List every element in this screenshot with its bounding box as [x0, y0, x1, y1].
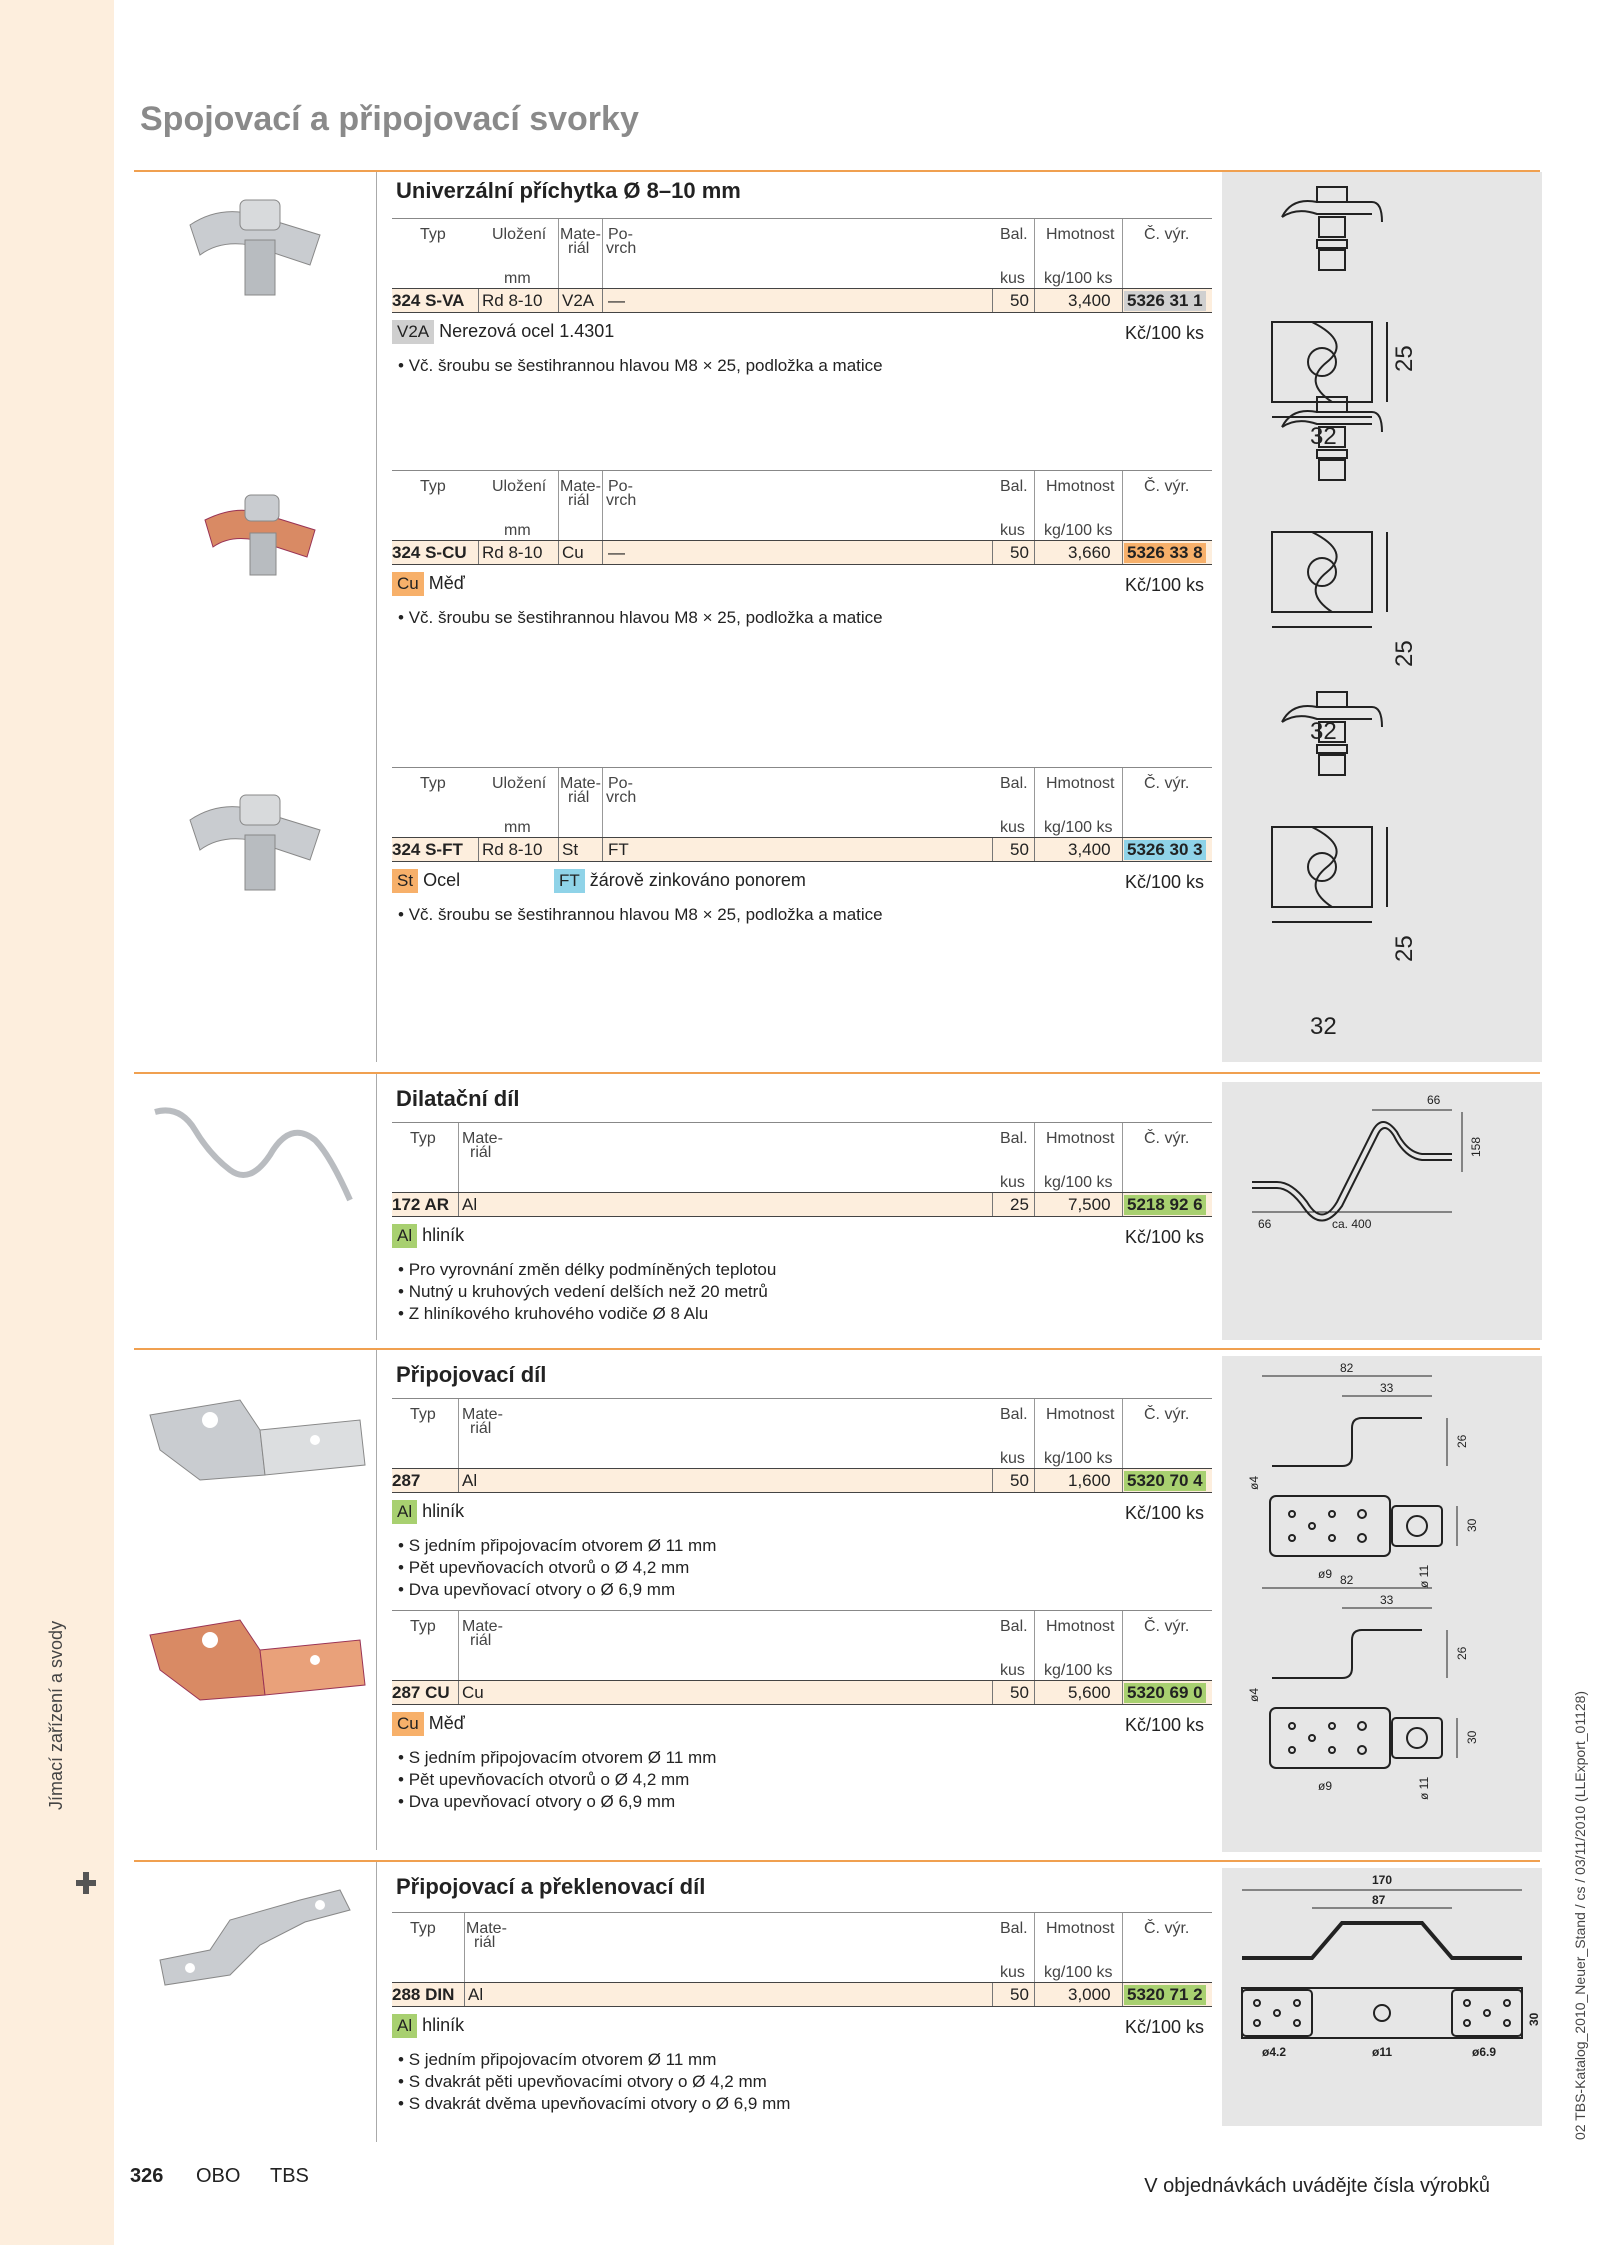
col-typ: Typ [410, 1920, 436, 1937]
cell-material: Cu [562, 543, 584, 562]
catalog-export-label: 02 TBS-Katalog_2010_Neuer_Stand / cs / 03/11/2010 (LLExport_01128) [1572, 1690, 1588, 2140]
dim-e: ø11 [1372, 2045, 1393, 2059]
cell-typ: 288 DIN [392, 1985, 455, 2004]
col-povrch: Po- [608, 226, 633, 243]
feature-list [392, 1259, 1212, 1325]
table-row [392, 288, 1212, 313]
feature-item: • Pět upevňovacích otvorů o Ø 4,2 mm [398, 1769, 1212, 1791]
material-name: hliník [422, 2015, 465, 2035]
clamp-drawings-panel [1222, 172, 1542, 1062]
cell-hmotnost: 3,400 [1068, 840, 1111, 859]
material-code-tag: V2A [392, 320, 434, 344]
col-ulozeni: Uložení [492, 775, 547, 792]
dim-b: 33 [1380, 1593, 1394, 1607]
dim-c: 26 [1455, 1434, 1469, 1448]
table-row [392, 1468, 1212, 1493]
unit-mm: mm [504, 522, 531, 539]
cell-cislo: 5326 31 1 [1124, 291, 1206, 311]
col-material: Mate- [560, 226, 601, 243]
cell-typ: 324 S-VA [392, 291, 465, 310]
table-row [392, 540, 1212, 565]
section-title-universal-clamp: Univerzální příchytka Ø 8–10 mm [396, 178, 741, 203]
cell-hmotnost: 3,400 [1068, 291, 1111, 310]
col-material: Mate- [462, 1130, 503, 1147]
price-unit: Kč/100 ks [1124, 872, 1204, 892]
material-code-tag: St [392, 869, 418, 893]
dim-height-label: 25 [1391, 640, 1418, 667]
material-legend [392, 1221, 1212, 1253]
footer-brand-tbs: TBS [270, 2165, 309, 2187]
price-unit: Kč/100 ks [1124, 1227, 1204, 1247]
bridging-drawing-panel [1222, 1868, 1542, 2126]
cell-material: Al [468, 1985, 484, 2004]
product-block-287 [392, 1398, 1212, 1601]
material-code-tag: Cu [392, 1712, 424, 1736]
bridging-piece-photo [150, 1880, 370, 2000]
col-cislo: Č. výr. [1144, 1406, 1190, 1423]
col-cislo: Č. výr. [1144, 1618, 1190, 1635]
price-unit: Kč/100 ks [1124, 1503, 1204, 1523]
cell-bal: 50 [1010, 543, 1029, 562]
material-legend [392, 569, 1212, 601]
material-name: hliník [422, 1501, 465, 1521]
col-typ: Typ [410, 1618, 436, 1635]
table-row [392, 1982, 1212, 2007]
cell-ulozeni: Rd 8-10 [482, 291, 543, 310]
feature-list [392, 2049, 1212, 2115]
page-number: 326 [130, 2165, 164, 2187]
connection-technical-drawing [1222, 1356, 1542, 1852]
col-material-2: riál [470, 1632, 492, 1649]
col-material-2: riál [470, 1420, 492, 1437]
cell-material: V2A [562, 291, 595, 310]
chapter-marker-icon [76, 1872, 96, 1894]
dim-b: 87 [1372, 1893, 1386, 1907]
cell-material: St [562, 840, 579, 859]
cell-hmotnost: 3,660 [1068, 543, 1111, 562]
price-unit: Kč/100 ks [1124, 323, 1204, 343]
price-unit: Kč/100 ks [1124, 575, 1204, 595]
cell-cislo: 5320 71 2 [1124, 1985, 1206, 2005]
unit-kus: kus [1000, 270, 1025, 287]
material-legend [392, 1709, 1212, 1741]
price-unit: Kč/100 ks [1124, 2017, 1204, 2037]
col-material: Mate- [462, 1406, 503, 1423]
dim-d: ca. 400 [1332, 1217, 1372, 1231]
table-row [392, 1680, 1212, 1705]
table-header [392, 1912, 1212, 1982]
col-hmotnost: Hmotnost [1046, 1130, 1115, 1147]
table-header [392, 1122, 1212, 1192]
unit-mm: mm [504, 819, 531, 836]
cell-cislo: 5326 33 8 [1124, 543, 1206, 563]
col-cislo: Č. výr. [1144, 1130, 1190, 1147]
material-legend [392, 866, 1212, 898]
cell-typ: 324 S-CU [392, 543, 467, 562]
cell-bal: 50 [1010, 1985, 1029, 2004]
col-hmotnost: Hmotnost [1046, 226, 1115, 243]
dim-b: 33 [1380, 1381, 1394, 1395]
dim-e: ø 11 [1417, 1564, 1431, 1588]
section-title-connection-piece: Připojovací díl [396, 1362, 547, 1387]
col-cislo: Č. výr. [1144, 775, 1190, 792]
footer-order-note: V objednávkách uvádějte čísla výrobků [1144, 2175, 1490, 2197]
expansion-technical-drawing [1222, 1082, 1542, 1340]
col-cislo: Č. výr. [1144, 478, 1190, 495]
dim-width-label: 32 [1310, 423, 1337, 450]
table-header [392, 767, 1212, 837]
unit-kg: kg/100 ks [1044, 270, 1113, 287]
col-typ: Typ [410, 1130, 436, 1147]
col-bal: Bal. [1000, 1406, 1028, 1423]
col-material-2: riál [474, 1934, 496, 1951]
cell-cislo: 5320 70 4 [1124, 1471, 1206, 1491]
page-title: Spojovací a připojovací svorky [140, 100, 639, 138]
unit-kg: kg/100 ks [1044, 1662, 1113, 1679]
col-cislo: Č. výr. [1144, 1920, 1190, 1937]
cell-typ: 172 AR [392, 1195, 450, 1214]
cell-povrch: — [608, 291, 625, 310]
connection-drawing-panel [1222, 1356, 1542, 1852]
feature-item: • S jedním připojovacím otvorem Ø 11 mm [398, 1535, 1212, 1557]
clamp-copper-photo [195, 485, 325, 585]
col-bal: Bal. [1000, 775, 1028, 792]
feature-item: • S jedním připojovacím otvorem Ø 11 mm [398, 2049, 1212, 2071]
dim-g: ø4 [1247, 1687, 1261, 1702]
column-divider [376, 172, 377, 1062]
material-legend [392, 317, 1212, 349]
col-bal: Bal. [1000, 1130, 1028, 1147]
dim-c: 26 [1455, 1646, 1469, 1660]
material-legend [392, 2011, 1212, 2043]
unit-kus: kus [1000, 819, 1025, 836]
material-code-tag: Cu [392, 572, 424, 596]
expansion-drawing-panel [1222, 1082, 1542, 1340]
col-material: Mate- [560, 478, 601, 495]
col-material-2: riál [568, 240, 590, 257]
dim-width-label: 32 [1310, 1013, 1337, 1040]
cell-bal: 25 [1010, 1195, 1029, 1214]
unit-kus: kus [1000, 1450, 1025, 1467]
col-bal: Bal. [1000, 1618, 1028, 1635]
col-ulozeni: Uložení [492, 478, 547, 495]
col-typ: Typ [420, 775, 446, 792]
product-block-288-din [392, 1912, 1212, 2115]
unit-kus: kus [1000, 1174, 1025, 1191]
feature-item: • Dva upevňovací otvory o Ø 6,9 mm [398, 1791, 1212, 1813]
clamp-technical-drawing [1222, 172, 1542, 1062]
unit-kus: kus [1000, 1964, 1025, 1981]
dim-d: ø4.2 [1262, 2045, 1287, 2059]
left-margin-strip [0, 0, 114, 2245]
dim-f: ø6.9 [1472, 2045, 1497, 2059]
material-code-tag: Al [392, 1224, 417, 1248]
feature-item: • S jedním připojovacím otvorem Ø 11 mm [398, 1747, 1212, 1769]
feature-item: • Z hliníkového kruhového vodiče Ø 8 Alu [398, 1303, 1212, 1325]
cell-cislo: 5218 92 6 [1124, 1195, 1206, 1215]
dim-width-label: 32 [1310, 718, 1337, 745]
table-header [392, 1610, 1212, 1680]
col-bal: Bal. [1000, 478, 1028, 495]
product-block-324-s-ft [392, 767, 1212, 926]
connection-piece-cu-photo [140, 1600, 380, 1710]
bridging-technical-drawing [1222, 1868, 1542, 2126]
table-header [392, 470, 1212, 540]
cell-material: Al [462, 1195, 478, 1214]
feature-list [392, 904, 1212, 926]
col-material-2: riál [568, 789, 590, 806]
dim-d: 30 [1465, 1730, 1479, 1744]
table-row [392, 837, 1212, 862]
unit-kg: kg/100 ks [1044, 522, 1113, 539]
cell-povrch: — [608, 543, 625, 562]
col-material-2: riál [568, 492, 590, 509]
cell-hmotnost: 5,600 [1068, 1683, 1111, 1702]
unit-kg: kg/100 ks [1044, 1174, 1113, 1191]
cell-bal: 50 [1010, 1471, 1029, 1490]
material-name: hliník [422, 1225, 465, 1245]
cell-bal: 50 [1010, 1683, 1029, 1702]
dim-g: ø4 [1247, 1475, 1261, 1490]
feature-item: • S dvakrát dvěma upevňovacími otvory o Ø 6,9 mm [398, 2093, 1212, 2115]
col-typ: Typ [420, 226, 446, 243]
side-chapter-label: Jímací zařízení a svody [46, 1620, 66, 1810]
table-row [392, 1192, 1212, 1217]
product-block-324-s-cu [392, 470, 1212, 629]
surface-code-tag: FT [554, 869, 585, 893]
col-hmotnost: Hmotnost [1046, 1618, 1115, 1635]
col-povrch: Po- [608, 775, 633, 792]
col-material: Mate- [560, 775, 601, 792]
material-name: Měď [428, 1713, 465, 1733]
col-povrch-2: vrch [606, 240, 637, 257]
clamp-stainless-photo [180, 185, 330, 305]
feature-list [392, 607, 1212, 629]
dim-f: ø9 [1318, 1779, 1333, 1793]
feature-item: • Dva upevňovací otvory o Ø 6,9 mm [398, 1579, 1212, 1601]
connection-piece-al-photo [140, 1380, 380, 1490]
feature-list [392, 355, 1212, 377]
material-code-tag: Al [392, 1500, 417, 1524]
product-block-287-cu [392, 1610, 1212, 1813]
feature-list [392, 1747, 1212, 1813]
dim-height-label: 25 [1391, 935, 1418, 962]
table-header [392, 218, 1212, 288]
unit-kus: kus [1000, 1662, 1025, 1679]
cell-povrch: FT [608, 840, 629, 859]
unit-kus: kus [1000, 522, 1025, 539]
expansion-piece-photo [150, 1100, 360, 1210]
price-unit: Kč/100 ks [1124, 1715, 1204, 1735]
feature-item: • Nutný u kruhových vedení delších než 20 metrů [398, 1281, 1212, 1303]
cell-cislo: 5320 69 0 [1124, 1683, 1206, 1703]
cell-ulozeni: Rd 8-10 [482, 543, 543, 562]
column-divider [376, 1862, 377, 2142]
cell-material: Al [462, 1471, 478, 1490]
col-typ: Typ [420, 478, 446, 495]
cell-bal: 50 [1010, 840, 1029, 859]
col-hmotnost: Hmotnost [1046, 1406, 1115, 1423]
col-material: Mate- [462, 1618, 503, 1635]
unit-kg: kg/100 ks [1044, 819, 1113, 836]
section-title-bridging-piece: Připojovací a překlenovací díl [396, 1874, 706, 1899]
unit-kg: kg/100 ks [1044, 1450, 1113, 1467]
cell-hmotnost: 7,500 [1068, 1195, 1111, 1214]
unit-mm: mm [504, 270, 531, 287]
cell-hmotnost: 1,600 [1068, 1471, 1111, 1490]
dim-f: ø9 [1318, 1567, 1333, 1581]
dim-a: 82 [1340, 1361, 1354, 1375]
feature-item: • Vč. šroubu se šestihrannou hlavou M8 × 25, podložka a matice [398, 607, 1212, 629]
clamp-steel-photo [180, 780, 330, 900]
feature-item: • Vč. šroubu se šestihrannou hlavou M8 × 25, podložka a matice [398, 904, 1212, 926]
dim-e: ø 11 [1417, 1776, 1431, 1800]
cell-ulozeni: Rd 8-10 [482, 840, 543, 859]
cell-typ: 324 S-FT [392, 840, 463, 859]
table-header [392, 1398, 1212, 1468]
product-block-324-s-va [392, 218, 1212, 377]
dim-a: 82 [1340, 1573, 1354, 1587]
col-typ: Typ [410, 1406, 436, 1423]
cell-typ: 287 CU [392, 1683, 450, 1702]
feature-item: • S dvakrát pěti upevňovacími otvory o Ø 4,2 mm [398, 2071, 1212, 2093]
material-name: Ocel [423, 870, 461, 890]
product-block-172-ar [392, 1122, 1212, 1325]
dim-d: 30 [1465, 1518, 1479, 1532]
feature-list [392, 1535, 1212, 1601]
col-hmotnost: Hmotnost [1046, 1920, 1115, 1937]
col-ulozeni: Uložení [492, 226, 547, 243]
cell-typ: 287 [392, 1471, 421, 1490]
col-bal: Bal. [1000, 226, 1028, 243]
col-povrch-2: vrch [606, 789, 637, 806]
col-povrch-2: vrch [606, 492, 637, 509]
section-title-expansion-piece: Dilatační díl [396, 1086, 520, 1111]
col-bal: Bal. [1000, 1920, 1028, 1937]
unit-kg: kg/100 ks [1044, 1964, 1113, 1981]
feature-item: • Pět upevňovacích otvorů o Ø 4,2 mm [398, 1557, 1212, 1579]
cell-hmotnost: 3,000 [1068, 1985, 1111, 2004]
material-legend [392, 1497, 1212, 1529]
col-povrch: Po- [608, 478, 633, 495]
dim-height-label: 25 [1391, 345, 1418, 372]
feature-item: • Pro vyrovnání změn délky podmíněných teplotou [398, 1259, 1212, 1281]
material-code-tag: Al [392, 2014, 417, 2038]
section-divider [134, 1072, 1540, 1074]
feature-item: • Vč. šroubu se šestihrannou hlavou M8 × 25, podložka a matice [398, 355, 1212, 377]
col-cislo: Č. výr. [1144, 226, 1190, 243]
dim-c: 30 [1527, 2012, 1541, 2026]
surface-name: žárově zinkováno ponorem [589, 870, 806, 890]
material-name: Měď [428, 573, 465, 593]
col-hmotnost: Hmotnost [1046, 775, 1115, 792]
section-divider [134, 1860, 1540, 1862]
cell-cislo: 5326 30 3 [1124, 840, 1206, 860]
material-name: Nerezová ocel 1.4301 [439, 321, 615, 341]
section-divider [134, 1348, 1540, 1350]
dim-b: 158 [1469, 1136, 1483, 1157]
footer-brand-obo: OBO [196, 2165, 241, 2187]
dim-a: 170 [1372, 1873, 1393, 1887]
dim-c: 66 [1258, 1217, 1272, 1231]
column-divider [376, 1074, 377, 1340]
col-hmotnost: Hmotnost [1046, 478, 1115, 495]
dim-a: 66 [1427, 1093, 1441, 1107]
col-material-2: riál [470, 1144, 492, 1161]
col-material: Mate- [466, 1920, 507, 1937]
cell-bal: 50 [1010, 291, 1029, 310]
cell-material: Cu [462, 1683, 484, 1702]
